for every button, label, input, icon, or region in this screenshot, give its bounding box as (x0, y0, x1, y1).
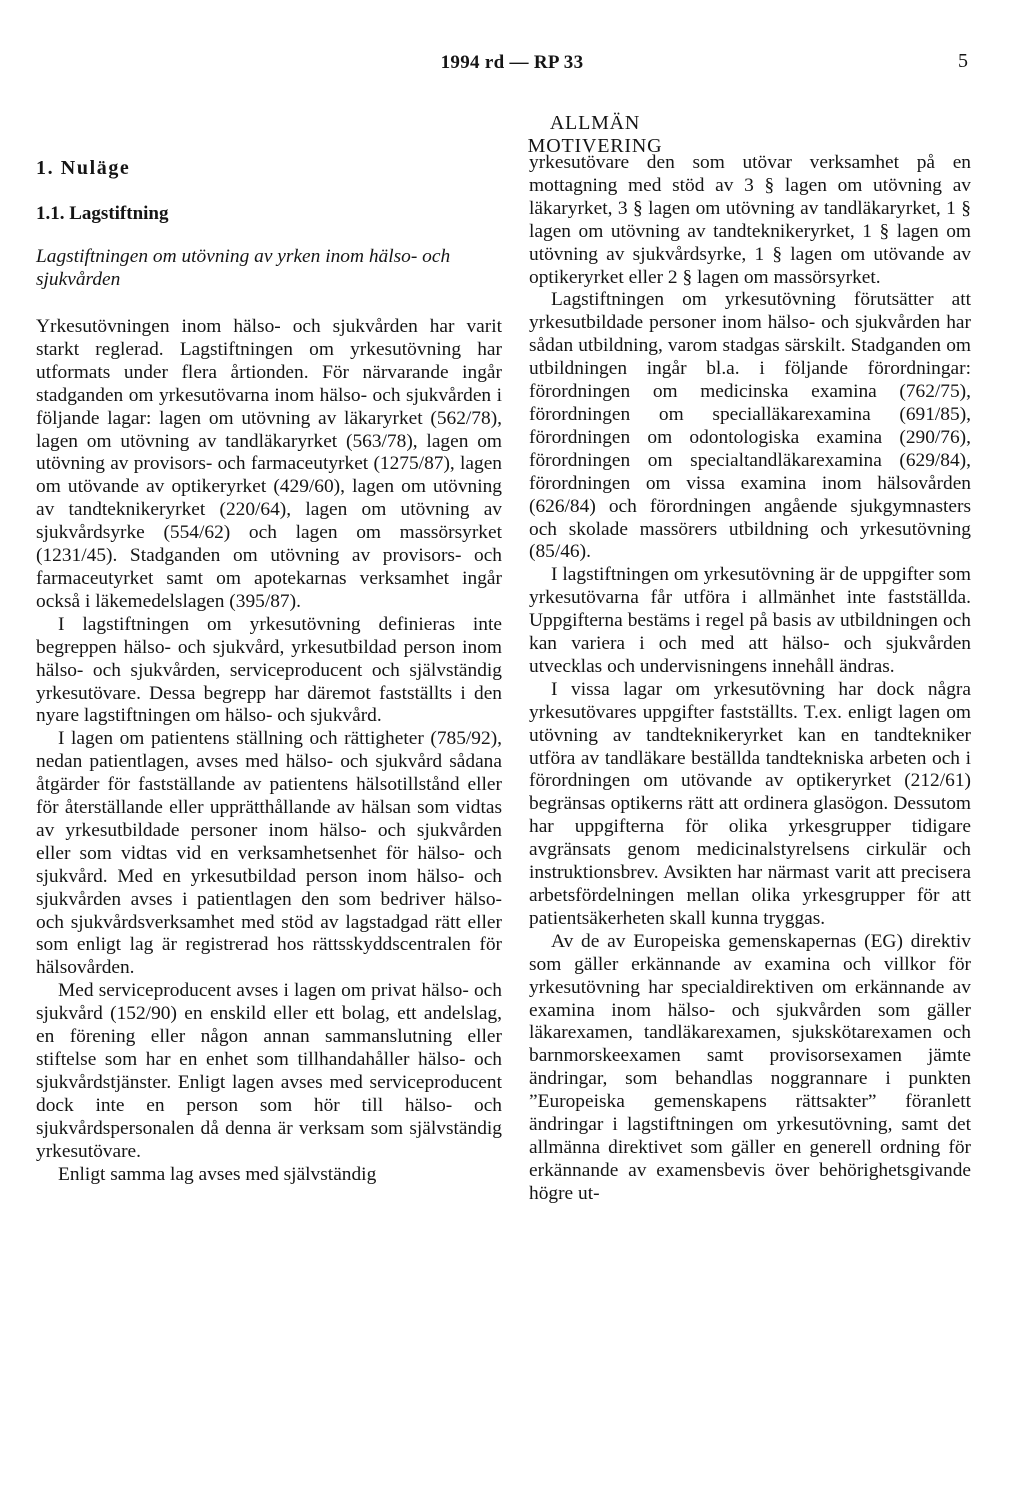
paragraph: Enligt samma lag avses med självständig (58, 1163, 377, 1185)
page-number: 5 (958, 50, 968, 72)
paragraph: I lagstiftningen om yrkesutövning definieras inte begreppen hälso- och sjukvård, yrkesutbildad person inom hälso- och sjukvården, serviceproducent och självständig yrkesutövare. Dessa begrepp har däremot fastställts i den nyare lagstiftningen om hälso- och sjukvård. (36, 613, 502, 727)
italic-subheading: Lagstiftningen om utövning av yrken inom hälso- och sjukvården (36, 246, 451, 290)
heading-level-2: 1.1. Lagstiftning (36, 203, 169, 224)
heading-level-1: 1. Nuläge (36, 157, 131, 179)
paragraph: I vissa lagar om yrkesutövning har dock några yrkesutövares uppgifter fastställts. T.ex. enligt lagen om utövning av tandteknikeryrket kan en tandtekniker utföra av tandläkare beställda tandtekniska arbeten och i förordningen om utövande av optikeryrket (212/61) begränsas optikerns rätt att ordinera glasögon. Dessutom har uppgifterna för olika yrkesgrupper tidigare avgränsats genom medicinalstyrelsens cirkulär och instruktionsbrev. Avsikten har närmast varit att precisera arbetsfördelningen mellan olika yrkesgrupper för att patientsäkerheten skall kunna tryggas. (529, 678, 971, 929)
running-header-title: 1994 rd — RP 33 (440, 52, 584, 73)
paragraph: Av de av Europeiska gemenskapernas (EG) direktiv som gäller erkännande av examina och villkor för yrkesutövning har specialdirektiven om erkännande av examina inom hälso- och sjukvården som gäller läkarexamen, tandläkarexamen, sjukskötarexamen och barnmorskeexamen samt provisorsexamen jämte ändringar, som behandlas noggrannare i punkten ”Europeiska gemenskapens rättsakter” föranlett ändringar i lagstiftningen om yrkesutövning, samt det allmänna direktivet som gäller en generell ordning för erkännande av examensbevis över behörighetsgivande högre ut- (529, 930, 971, 1204)
section-title: ALLMÄN MOTIVERING (527, 112, 663, 157)
paragraph: yrkesutövare den som utövar verksamhet på en mottagning med stöd av 3 § lagen om utövning av läkaryrket, 3 § lagen om utövning av tandläkaryrket, 1 § lagen om utövning av tandteknikeryrket, 1 § lagen om utövning av sjukvårdsyrke, 1 § lagen om utövande av optikeryrket eller 2 § lagen om massörsyrket. (529, 152, 971, 288)
left-column-body (36, 316, 502, 1186)
paragraph: I lagen om patientens ställning och rättigheter (785/92), nedan patientlagen, avses med hälso- och sjukvård sådana åtgärder för fastställande av patientens hälsotillstånd eller för återställande eller upprätthållande av hälsan som vidtas av yrkesutbildade personer inom hälso- och sjukvården eller som vidtas vid en verksamhetsenhet för hälso- och sjukvård. Med en yrkesutbildad person inom hälso- och sjukvården avses i patientlagen den som bedriver hälso- och sjukvårdsverksamhet med stöd av lagstadgad rätt eller som enligt lag är registrerad hos rättsskyddscentralen för hälsovården. (36, 728, 502, 979)
right-column-body (529, 152, 971, 1206)
paragraph: Lagstiftningen om yrkesutövning förutsätter att yrkesutbildade personer inom hälso- och sjukvården har sådan utbildning, varom stadgas särskilt. Stadganden om utbildningen ingår bl.a. i följande förordningar: förordningen om medicinska examina (762/75), förordningen om specialläkarexamina (691/85), förordningen om odontologiska examina (290/76), förordningen om specialtandläkarexamina (629/84), förordningen om vissa examina inom hälsovården (626/84) och förordningen angående sjukgymnasters och skolade massörers utbildning och yrkesutövning (85/46). (529, 289, 971, 563)
paragraph: I lagstiftningen om yrkesutövning är de uppgifter som yrkesutövarna får utföra i allmänhet inte fastställda. Uppgifterna bestäms i regel på basis av utbildningen och kan variera i och med att hälso- och sjukvården utvecklas och undervisningens innehåll ändras. (529, 564, 971, 677)
paragraph: Med serviceproducent avses i lagen om privat hälso- och sjukvård (152/90) en enskild eller ett bolag, ett andelslag, en förening eller någon annan sammanslutning eller stiftelse som har en enhet som tillhandahåller hälso- och sjukvårdstjänster. Enligt lagen avses med serviceproducent dock inte en person som hör till hälso- och sjukvårdspersonalen då denna är verksam som självständig yrkesutövare. (36, 980, 502, 1162)
paragraph: Yrkesutövningen inom hälso- och sjukvården har varit starkt reglerad. Lagstiftningen om yrkesutövning har utformats under flera årtionden. För närvarande ingår stadganden om yrkesutövarna inom hälso- och sjukvården i följande lagar: lagen om utövning av läkaryrket (562/78), lagen om utövning av tandläkaryrket (563/78), lagen om utövning av provisors- och farmaceutyrket (1275/87), lagen om utövande av optikeryrket (429/60), lagen om utövning av tandteknikeryrket (220/64), lagen om utövning av sjukvårdsyrke (554/62) och lagen om massörsyrket (1231/45). Stadganden om utövning av provisors- och farmaceutyrket samt om apotekarnas verksamhet ingår också i läkemedelslagen (395/87). (36, 316, 502, 612)
